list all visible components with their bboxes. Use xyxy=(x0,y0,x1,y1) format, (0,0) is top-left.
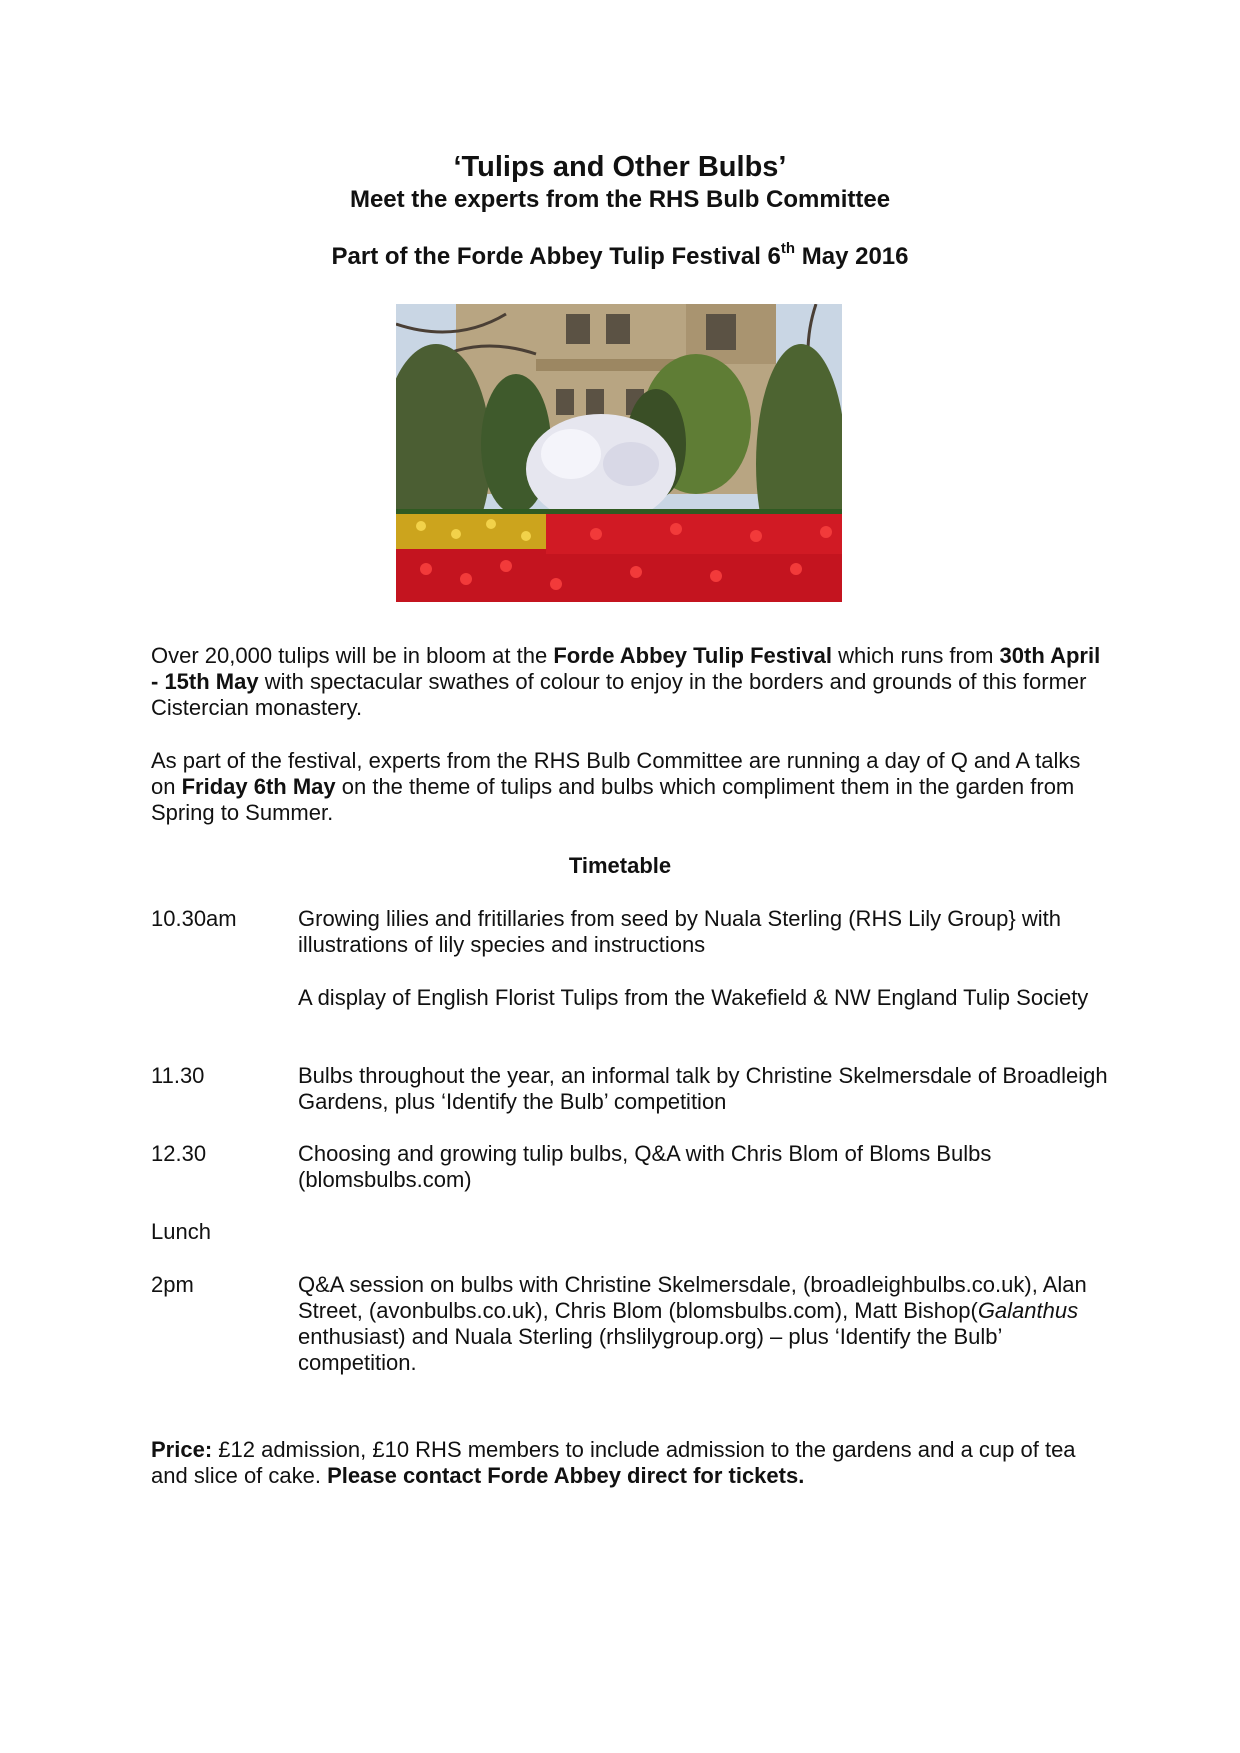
timetable-heading: Timetable xyxy=(568,853,672,878)
intro-p2-text-a: As part of the festival, experts from the RHS Bulb Committee are running a day of Q and A talks on xyxy=(151,748,1081,799)
intro-p2-text-c: on the theme of tulips and bulbs which compliment them in the garden from Spring to Summer. xyxy=(151,774,1075,825)
intro-paragraph-1 xyxy=(151,643,1101,721)
timetable-time: 11.30 xyxy=(151,1063,205,1088)
timetable-item: A display of English Florist Tulips from the Wakefield & NW England Tulip Society xyxy=(298,985,1089,1010)
document-subtitle: Meet the experts from the RHS Bulb Committee xyxy=(349,186,891,213)
timetable-time: 2pm xyxy=(151,1272,194,1297)
timetable-item-text-c: enthusiast) and Nuala Sterling (rhslilygroup.org) – plus ‘Identify the Bulb’ competition. xyxy=(298,1324,1002,1375)
timetable-item-italic: Galanthus xyxy=(977,1298,1079,1323)
timetable-item-text-a: Q&A session on bulbs with Christine Skelmersdale, (broadleighbulbs.co.uk), Alan Street, (avonbulbs.co.uk), Chris Blom (blomsbulbs.com), Matt Bishop( xyxy=(298,1272,1087,1323)
timetable-item: Bulbs throughout the year, an informal talk by Christine Skelmersdale of Broadleigh Gardens, plus ‘Identify the Bulb’ competition xyxy=(298,1063,1108,1114)
intro-p2-date: Friday 6th May xyxy=(181,774,336,799)
garden-photo-illustration xyxy=(396,304,842,602)
price-paragraph xyxy=(151,1437,1101,1489)
intro-paragraph-2 xyxy=(151,748,1101,826)
event-line-suffix: May 2016 xyxy=(795,243,909,270)
price-text: £12 admission, £10 RHS members to include admission to the gardens and a cup of tea and slice of cake. xyxy=(151,1437,1076,1488)
timetable-item: Growing lilies and fritillaries from seed by Nuala Sterling (RHS Lily Group} with illustrations of lily species and instructions xyxy=(298,906,1061,957)
event-line xyxy=(0,242,1240,272)
intro-p1-dates: 30th April - 15th May xyxy=(151,643,1101,694)
intro-p1-festival-name: Forde Abbey Tulip Festival xyxy=(553,643,833,668)
timetable-item xyxy=(298,1272,1118,1376)
timetable-time: Lunch xyxy=(151,1219,211,1244)
timetable-item: Choosing and growing tulip bulbs, Q&A with Chris Blom of Bloms Bulbs (blomsbulbs.com) xyxy=(298,1141,992,1192)
intro-p1-text-a: Over 20,000 tulips will be in bloom at the xyxy=(151,643,554,668)
timetable-time: 10.30am xyxy=(151,906,237,931)
timetable-time: 12.30 xyxy=(151,1141,207,1166)
intro-p1-text-e: with spectacular swathes of colour to enjoy in the borders and grounds of this former Cistercian monastery. xyxy=(151,669,1087,720)
document-title: ‘Tulips and Other Bulbs’ xyxy=(453,151,787,183)
event-line-prefix: Part of the Forde Abbey Tulip Festival 6 xyxy=(331,243,781,270)
price-label: Price: xyxy=(151,1437,213,1462)
price-contact: Please contact Forde Abbey direct for tickets. xyxy=(327,1463,805,1488)
garden-photo xyxy=(396,304,842,602)
intro-p1-text-c: which runs from xyxy=(832,643,1000,668)
event-line-sup: th xyxy=(780,240,796,257)
